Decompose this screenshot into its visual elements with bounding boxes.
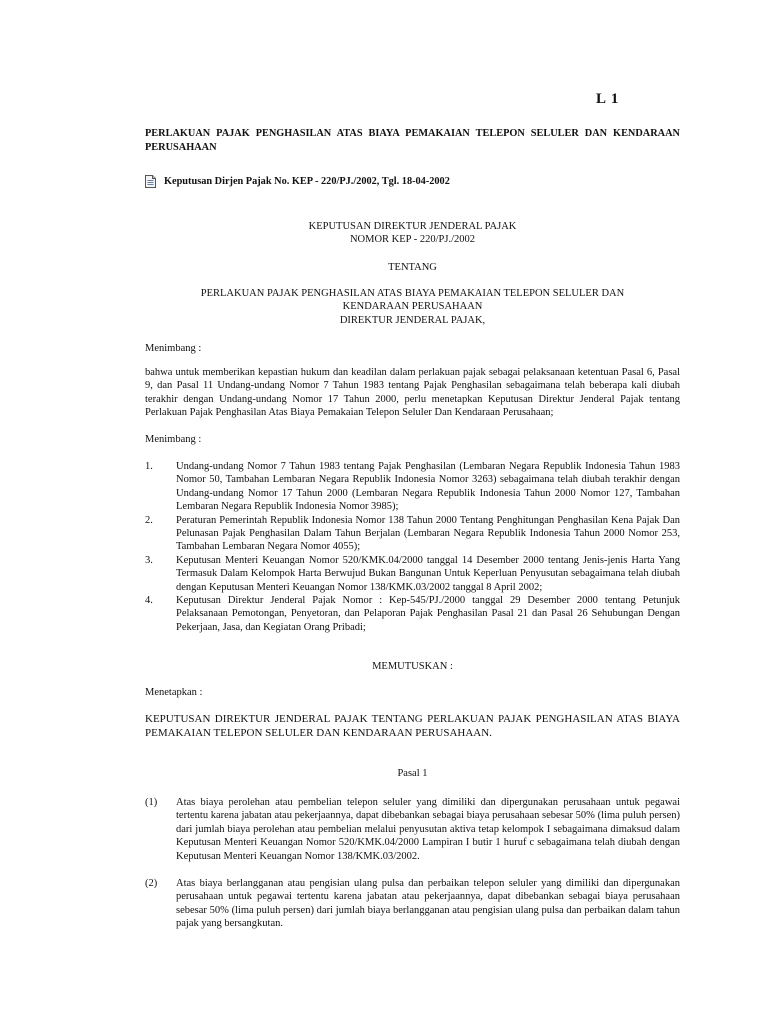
document-icon — [145, 175, 156, 188]
menimbang-label-1: Menimbang : — [145, 343, 202, 354]
header-line-1: KEPUTUSAN DIREKTUR JENDERAL PAJAK — [308, 221, 517, 232]
clause-item — [145, 877, 680, 931]
subject-line-2: KENDARAAN PERUSAHAAN — [342, 301, 483, 313]
menimbang-label-2: Menimbang : — [145, 434, 202, 445]
menetapkan-label: Menetapkan : — [145, 687, 203, 698]
list-item — [145, 594, 680, 634]
clause-text: Atas biaya berlangganan atau pengisian ulang pulsa dan perbaikan telepon seluler yang dimiliki dan dipergunakan perusahaan untuk pegawai tertentu karena jabatan atau pekerjaannya, dapat dibebankan sebagai biaya perusahaan sebesar 50% (lima puluh persen) dari jumlah biaya berlangganan atau pengisian ulang pulsa dan perbaikan dalam tahun pajak yang bersangkutan. — [176, 878, 680, 930]
list-number: 4. — [145, 595, 153, 607]
list-text: Peraturan Pemerintah Republik Indonesia Nomor 138 Tahun 2000 Tentang Penghitungan Penghasilan Kena Pajak Dan Pelunasan Pajak Penghasilan Dalam Tahun Berjalan (Lembaran Negara Republik Indonesia Tahun 2000 Nomor 253, Tambahan Lembaran Negara Nomor 4055); — [176, 514, 680, 553]
list-text: Keputusan Direktur Jenderal Pajak Nomor : Kep-545/PJ./2000 tanggal 29 Desember 2000 tentang Petunjuk Pelaksanaan Pemotongan, Penyetoran, dan Pelaporan Pajak Penghasilan Pasal 21 dan Pasal 26 Sehubungan Dengan Pekerjaan, Jasa, dan Kegiatan Orang Pribadi; — [176, 595, 680, 633]
pasal-1-clauses — [145, 796, 680, 931]
tentang-label: TENTANG — [388, 262, 437, 273]
clause-number: (2) — [145, 878, 158, 890]
list-number: 1. — [145, 461, 153, 472]
reference-link[interactable] — [145, 175, 450, 188]
list-number: 2. — [145, 514, 153, 526]
menimbang-text: bahwa untuk memberikan kepastian hukum dan keadilan dalam perlakuan pajak sebagai pelaksanaan ketentuan Pasal 6, Pasal 9, dan Pasal 11 Undang-undang Nomor 7 Tahun 1983 tentang Pajak Penghasilan sebagaimana telah beberapa kali diubah terakhir dengan Undang-undang Nomor 17 Tahun 2000, perlu menetapkan Keputusan Direktur Jenderal Pajak tentang Perlakuan Pajak Penghasilan Atas Biaya Pemakaian Telepon Seluler Dan Kendaraan Perusahaan; — [145, 367, 680, 419]
document-title: PERLAKUAN PAJAK PENGHASILAN ATAS BIAYA PEMAKAIAN TELEPON SELULER DAN KENDARAAN PERUSAHAAN — [145, 128, 680, 153]
list-text: Keputusan Menteri Keuangan Nomor 520/KMK.04/2000 tanggal 14 Desember 2000 tentang Jenis-jenis Harta Yang Termasuk Dalam Kelompok Harta Berwujud Bukan Bangunan Untuk Keperluan Penyusutan sebagaimana telah diubah dengan Keputusan Menteri Keuangan Nomor 138/KMK.03/2002 tanggal 8 April 2002; — [176, 554, 680, 593]
menimbang-list — [145, 460, 680, 634]
list-item — [145, 460, 680, 514]
list-number: 3. — [145, 554, 153, 566]
memutuskan-heading: MEMUTUSKAN : — [372, 661, 453, 672]
list-text: Undang-undang Nomor 7 Tahun 1983 tentang Pajak Penghasilan (Lembaran Negara Republik Indonesia Tahun 1983 Nomor 50, Tambahan Lembaran Negara Republik Indonesia Nomor 3263) sebagaimana telah diubah terakhir dengan Undang-undang Nomor 17 Tahun 2000 (Lembaran Negara Republik Indonesia Tahun 2000 Nomor 127, Tambahan Lembaran Negara Republik Indonesia Nomor 3985); — [176, 461, 680, 513]
list-item — [145, 554, 680, 594]
subject-line-1: PERLAKUAN PAJAK PENGHASILAN ATAS BIAYA PEMAKAIAN TELEPON SELULER DAN — [200, 288, 625, 299]
list-item — [145, 514, 680, 554]
clause-text: Atas biaya perolehan atau pembelian telepon seluler yang dimiliki dan dipergunakan perusahaan untuk pegawai tertentu karena jabatan atau pekerjaannya, dapat dibebankan sebagai biaya perusahaan sebesar 50% (lima puluh persen) dari jumlah biaya perolehan atau pembelian melalui penyusutan aktiva tetap kelompok I sebagaimana dimaksud dalam Keputusan Menteri Keuangan Nomor 520/KMK.04/2000 Lampiran I butir 1 huruf c sebagaimana telah diubah dengan Keputusan Menteri Keuangan Nomor 138/KMK.03/2002. — [176, 797, 680, 862]
pasal-1-heading: Pasal 1 — [397, 768, 428, 779]
header-line-2: NOMOR KEP - 220/PJ./2002 — [349, 234, 476, 246]
document-code: L 1 — [596, 91, 620, 107]
decree-header — [145, 220, 680, 247]
menetapkan-text: KEPUTUSAN DIREKTUR JENDERAL PAJAK TENTANG PERLAKUAN PAJAK PENGHASILAN ATAS BIAYA PEMAKAIAN TELEPON SELULER DAN KENDARAAN PERUSAHAAN. — [145, 713, 680, 739]
clause-item — [145, 796, 680, 863]
clause-number: (1) — [145, 797, 158, 808]
reference-text: Keputusan Dirjen Pajak No. KEP - 220/PJ./2002, Tgl. 18-04-2002 — [164, 176, 450, 187]
decree-subject — [145, 287, 680, 327]
subject-line-3: DIREKTUR JENDERAL PAJAK, — [339, 314, 486, 326]
